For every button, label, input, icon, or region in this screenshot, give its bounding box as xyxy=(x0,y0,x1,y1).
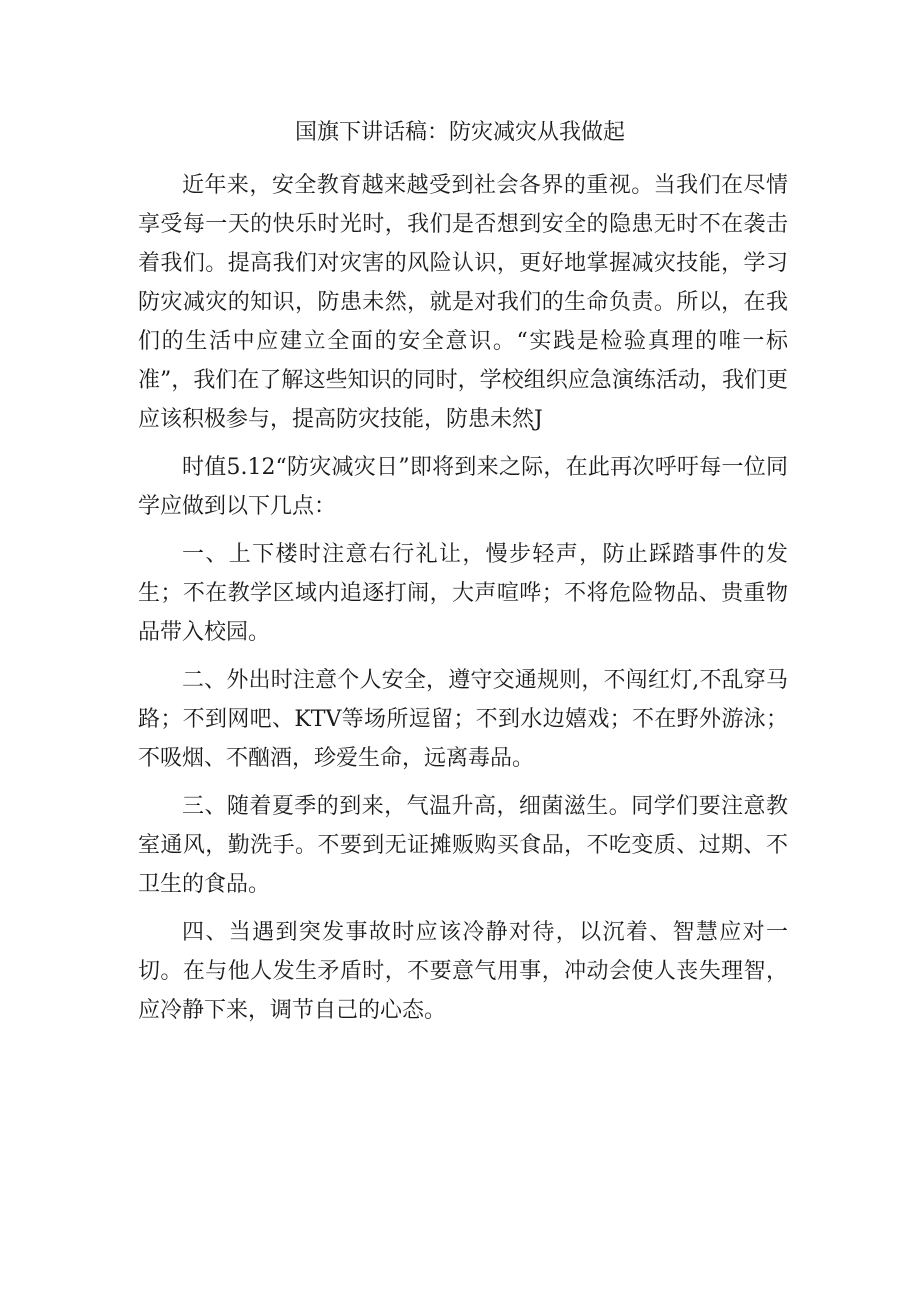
paragraph-appeal: 时值5.12“防灾减灾日”即将到来之际，在此再次呼吁每一位同学应做到以下几点： xyxy=(138,455,788,519)
paragraph-intro: 近年来，安全教育越来越受到社会各界的重视。当我们在尽情享受每一天的快乐时光时，我们是否想到安全的隐患无时不在袭击着我们。提高我们对灾害的风险认识，更好地掌握减灾技能，学习防灾减灾的知识，防患未然，就是对我们的生命负责。所以，在我们的生活中应建立全面的安全意识。“实践是检验真理的唯一标准”，我们在了解这些知识的同时，学校组织应急演练活动，我们更应该积极参与，提高防灾技能，防患未然J xyxy=(138,173,788,432)
paragraph-point-4: 四、当遇到突发事故时应该冷静对待，以沉着、智慧应对一切。在与他人发生矛盾时，不要意气用事，冲动会使人丧失理智，应冷静下来，调节自己的心态。 xyxy=(138,920,788,1023)
paragraph-point-1: 一、上下楼时注意右行礼让，慢步轻声，防止踩踏事件的发生；不在教学区域内追逐打闹，大声喧哗；不将危险物品、贵重物品带入校园。 xyxy=(138,542,788,645)
document-body xyxy=(138,166,788,1039)
paragraph-point-2: 二、外出时注意个人安全，遵守交通规则，不闯红灯,不乱穿马路；不到网吧、KTV等场所逗留；不到水边嬉戏；不在野外游泳；不吸烟、不酗酒，珍爱生命，远离毒品。 xyxy=(138,668,788,771)
paragraph-point-3: 三、随着夏季的到来，气温升高，细菌滋生。同学们要注意教室通风，勤洗手。不要到无证摊贩购买食品，不吃变质、过期、不卫生的食品。 xyxy=(138,794,788,897)
document-title: 国旗下讲话稿：防灾减灾从我做起 xyxy=(294,120,625,145)
